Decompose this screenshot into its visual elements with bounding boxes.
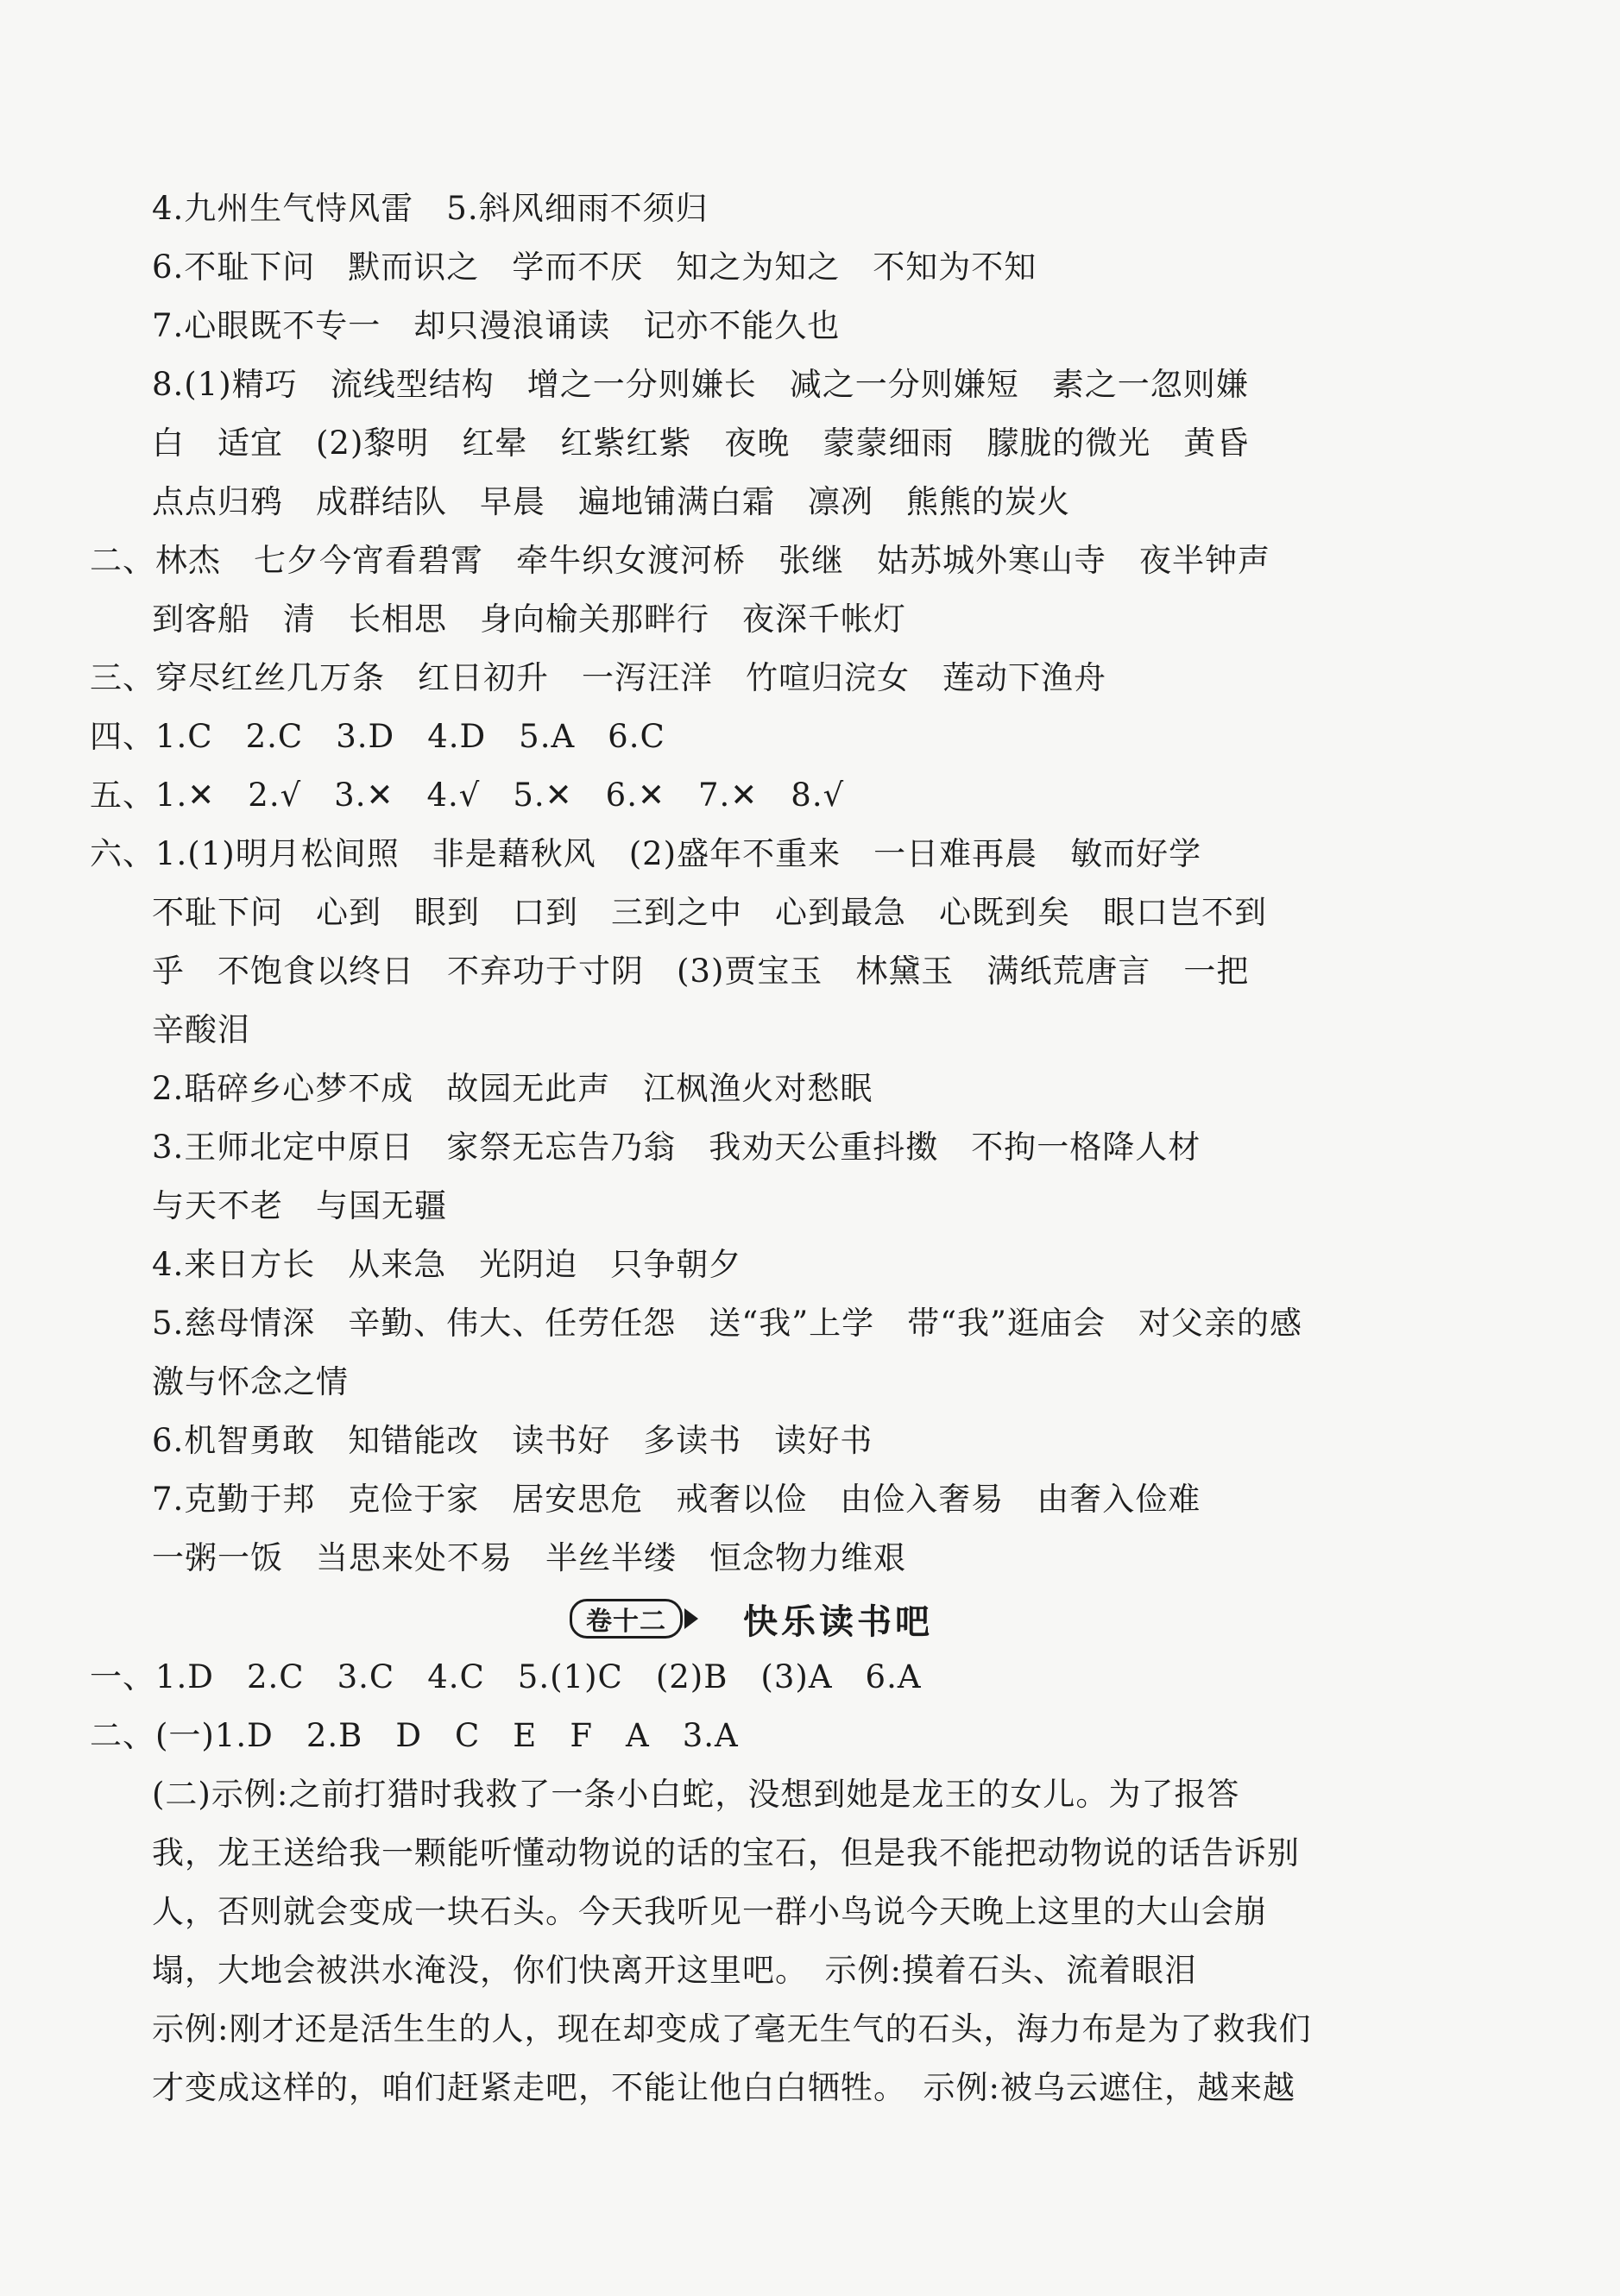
- answer-line: 一粥一饭 当思来处不易 半丝半缕 恒念物力维艰: [152, 1539, 906, 1576]
- answer-line: 二、林杰 七夕今宵看碧霄 牵牛织女渡河桥 张继 姑苏城外寒山寺 夜半钟声: [90, 542, 1270, 579]
- answer-line: 白 适宜 (2)黎明 红晕 红紫红紫 夜晚 蒙蒙细雨 朦胧的微光 黄昏: [152, 425, 1250, 462]
- answer-line: 7.心眼既不专一 却只漫浪诵读 记亦不能久也: [152, 307, 841, 344]
- answer-line: 8.(1)精巧 流线型结构 增之一分则嫌长 减之一分则嫌短 素之一忽则嫌: [152, 366, 1249, 403]
- answer-line: 人，否则就会变成一块石头。今天我听见一群小鸟说今天晚上这里的大山会崩: [152, 1893, 1267, 1930]
- answer-line: 乎 不饱食以终日 不弃功于寸阴 (3)贾宝玉 林黛玉 满纸荒唐言 一把: [152, 953, 1250, 990]
- answer-line: 才变成这样的，咱们赶紧走吧，不能让他白白牺牲。 示例:被乌云遮住，越来越: [152, 2069, 1295, 2106]
- answer-line: 4.来日方长 从来急 光阴迫 只争朝夕: [152, 1246, 742, 1283]
- answer-line: 示例:刚才还是活生生的人，现在却变成了毫无生气的石头，海力布是为了救我们: [152, 2010, 1312, 2048]
- answer-line: 四、1.C 2.C 3.D 4.D 5.A 6.C: [90, 718, 665, 755]
- answer-line: 不耻下问 心到 眼到 口到 三到之中 心到最急 心既到矣 眼口岂不到: [152, 894, 1267, 931]
- answer-line: 7.克勤于邦 克俭于家 居安思危 戒奢以俭 由俭入奢易 由奢入俭难: [152, 1481, 1201, 1518]
- answer-line: 我，龙王送给我一颗能听懂动物说的话的宝石，但是我不能把动物说的话告诉别: [152, 1834, 1300, 1871]
- answer-line: (二)示例:之前打猎时我救了一条小白蛇，没想到她是龙王的女儿。为了报答: [152, 1776, 1240, 1813]
- answer-line: 3.王师北定中原日 家祭无忘告乃翁 我劝天公重抖擞 不拘一格降人材: [152, 1129, 1201, 1166]
- answer-line: 三、穿尽红丝几万条 红日初升 一泻汪洋 竹喧归浣女 莲动下渔舟: [90, 659, 1106, 696]
- answer-line: 五、1.✕ 2.√ 3.✕ 4.√ 5.✕ 6.✕ 7.✕ 8.√: [90, 777, 845, 814]
- answer-line: 一、1.D 2.C 3.C 4.C 5.(1)C (2)B (3)A 6.A: [90, 1658, 922, 1695]
- answer-line: 二、(一)1.D 2.B D C E F A 3.A: [90, 1717, 739, 1754]
- answer-line: 4.九州生气恃风雷 5.斜风细雨不须归: [152, 190, 709, 227]
- answer-line: 2.聒碎乡心梦不成 故园无此声 江枫渔火对愁眠: [152, 1070, 873, 1107]
- answer-line: 与天不老 与国无疆: [152, 1187, 447, 1224]
- section-badge: 卷十二: [570, 1599, 683, 1639]
- answer-line: 6.机智勇敢 知错能改 读书好 多读书 读好书: [152, 1422, 873, 1459]
- section-title: 快乐读书吧: [743, 1601, 933, 1642]
- answer-line: 6.不耻下问 默而识之 学而不厌 知之为知之 不知为不知: [152, 248, 1037, 286]
- answer-line: 激与怀念之情: [152, 1363, 349, 1400]
- answer-line: 辛酸泪: [152, 1011, 250, 1048]
- arrow-icon: [684, 1608, 698, 1629]
- section-header: [570, 1596, 933, 1641]
- answer-line: 六、1.(1)明月松间照 非是藉秋风 (2)盛年不重来 一日难再晨 敏而好学: [90, 835, 1202, 872]
- answer-line: 塌，大地会被洪水淹没，你们快离开这里吧。 示例:摸着石头、流着眼泪: [152, 1952, 1197, 1989]
- answer-line: 到客船 清 长相思 身向榆关那畔行 夜深千帐灯: [152, 601, 906, 638]
- answer-line: 点点归鸦 成群结队 早晨 遍地铺满白霜 凛冽 熊熊的炭火: [152, 483, 1070, 520]
- answer-line: 5.慈母情深 辛勤、伟大、任劳任怨 送“我”上学 带“我”逛庙会 对父亲的感: [152, 1305, 1302, 1342]
